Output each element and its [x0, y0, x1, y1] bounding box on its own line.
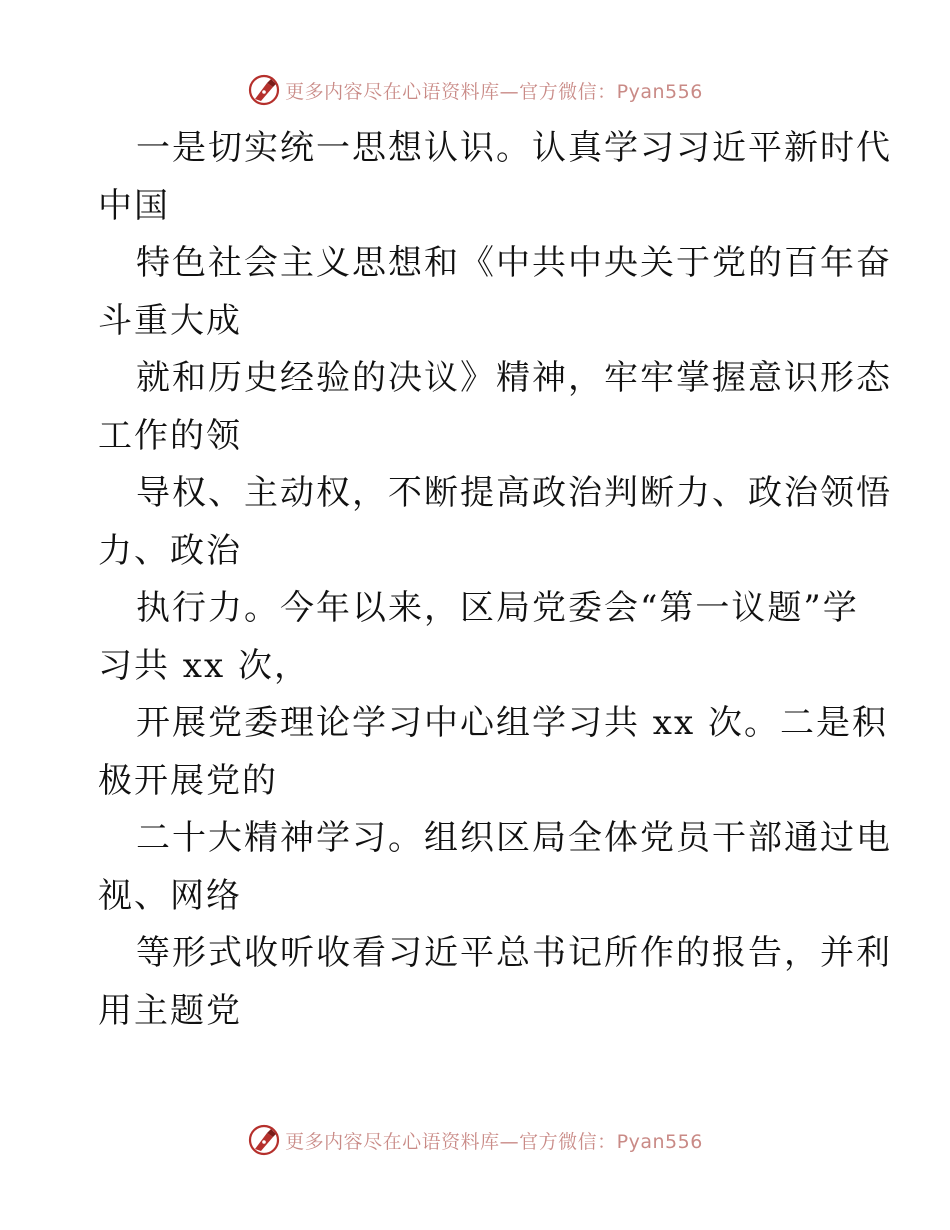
footer-banner-text: 更多内容尽在心语资料库—官方微信：Pyan556	[285, 1130, 703, 1153]
body-line: 视、网络	[98, 875, 242, 916]
document-body	[98, 120, 892, 1040]
body-line: 一是切实统一思想认识。认真学习习近平新时代	[136, 128, 892, 168]
body-line: 导权、主动权，不断提高政治判断力、政治领悟	[136, 473, 892, 513]
body-line: 工作的领	[98, 415, 242, 456]
body-line: 执行力。今年以来，区局党委会“第一议题”学	[136, 588, 859, 628]
body-line: 极开展党的	[98, 760, 278, 801]
pen-nib-logo-icon	[247, 73, 281, 107]
header-banner	[0, 72, 950, 108]
body-line: 就和历史经验的决议》精神，牢牢掌握意识形态	[136, 358, 892, 398]
body-line: 用主题党	[98, 990, 242, 1031]
body-line: 开展党委理论学习中心组学习共 xx 次。二是积	[136, 703, 888, 743]
body-line: 习共 xx 次，	[98, 645, 310, 686]
body-line: 力、政治	[98, 530, 242, 571]
pen-nib-logo-icon	[247, 1123, 281, 1157]
body-line: 特色社会主义思想和《中共中央关于党的百年奋	[136, 243, 892, 283]
body-line: 斗重大成	[98, 300, 242, 341]
body-line: 二十大精神学习。组织区局全体党员干部通过电	[136, 818, 892, 858]
body-line: 等形式收听收看习近平总书记所作的报告，并利	[136, 933, 892, 973]
body-line: 中国	[98, 185, 170, 226]
header-banner-text: 更多内容尽在心语资料库—官方微信：Pyan556	[285, 80, 703, 103]
footer-banner	[0, 1122, 950, 1158]
